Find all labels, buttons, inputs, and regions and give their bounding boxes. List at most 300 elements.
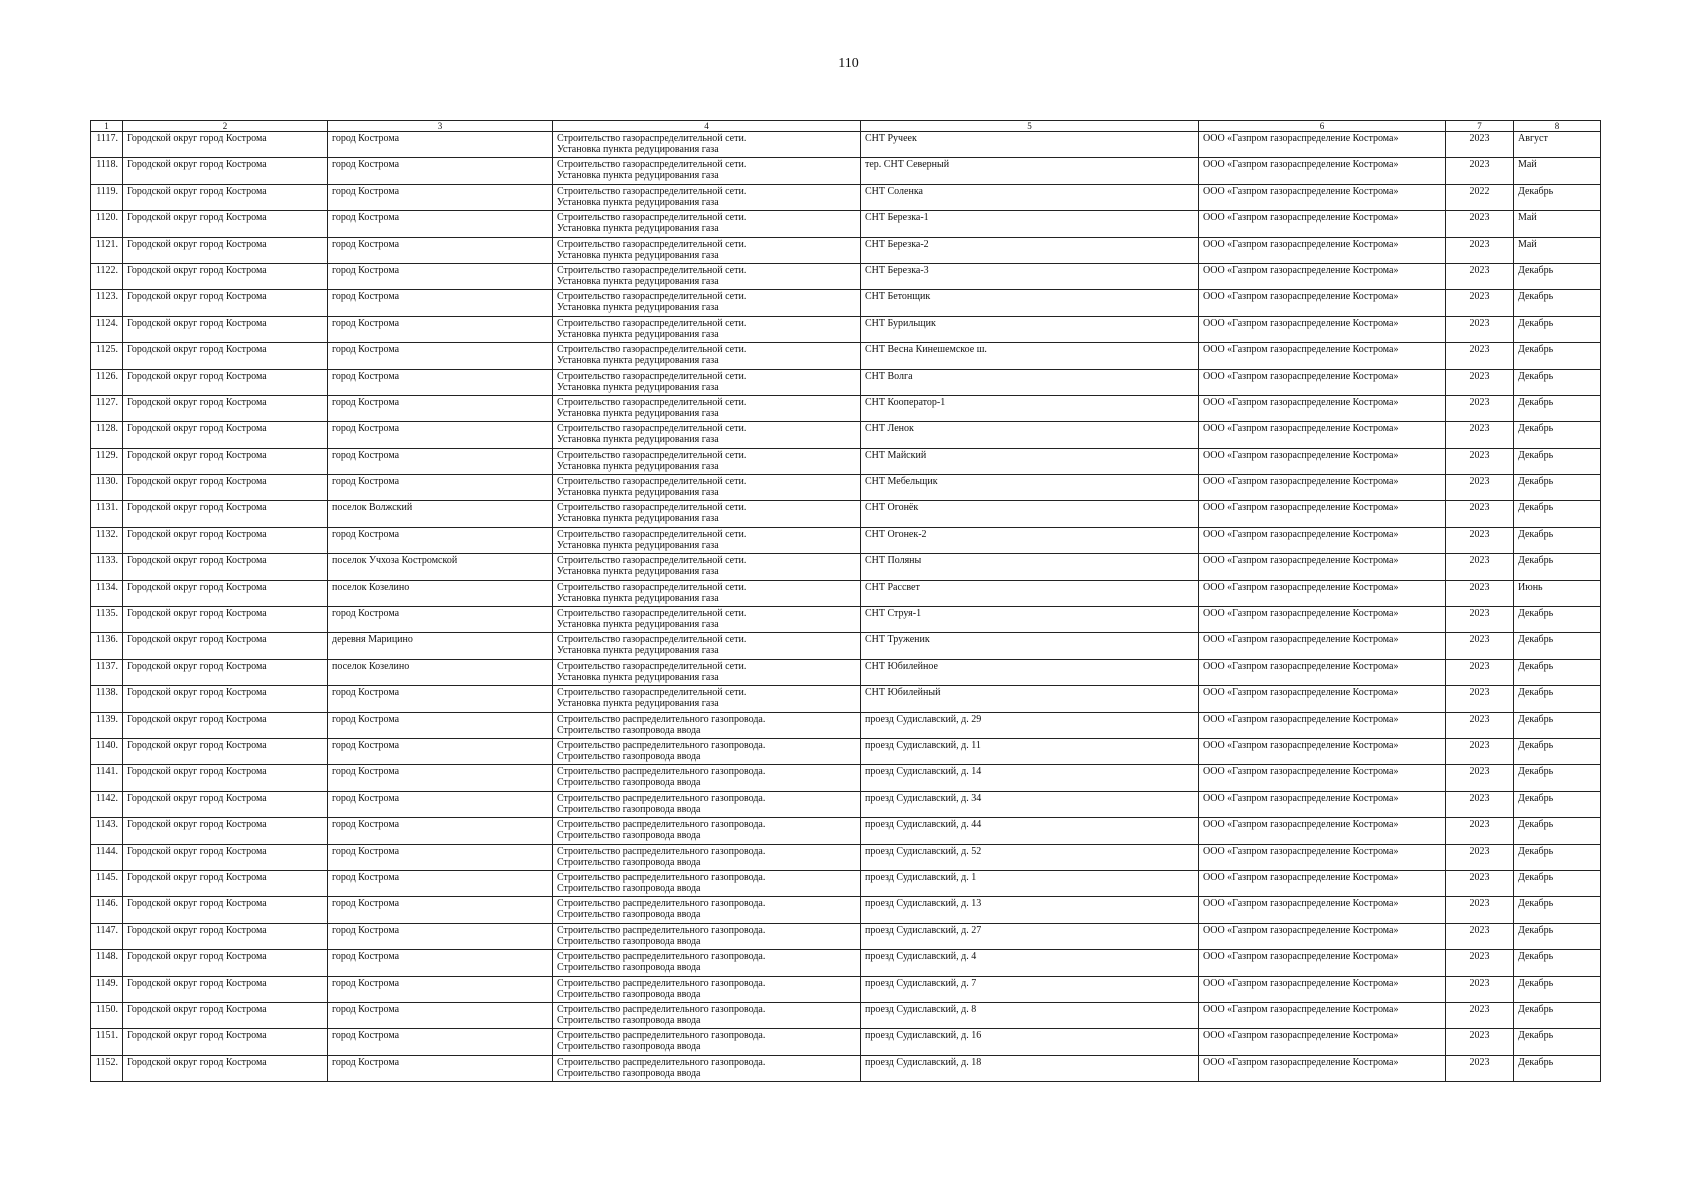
row-number-cell: 1134.	[91, 580, 123, 606]
organization-cell: ООО «Газпром газораспределение Кострома»	[1199, 158, 1446, 184]
work-type-line: Установка пункта редуцирования газа	[557, 619, 719, 631]
organization-cell: ООО «Газпром газораспределение Кострома»	[1199, 237, 1446, 263]
organization-cell: ООО «Газпром газораспределение Кострома»	[1199, 976, 1446, 1002]
object-cell: СНТ Мебельщик	[861, 475, 1199, 501]
work-type-line: Строительство распределительного газопровода.	[557, 766, 766, 778]
table-row	[91, 554, 1601, 580]
work-type-line: Строительство газораспределительной сети.	[557, 370, 747, 382]
table-row	[91, 1055, 1601, 1081]
object-cell: СНТ Юбилейный	[861, 686, 1199, 712]
settlement-cell: город Кострома	[328, 923, 553, 949]
month-cell: Декабрь	[1514, 923, 1601, 949]
settlement-cell: город Кострома	[328, 316, 553, 342]
settlement-cell: город Кострома	[328, 818, 553, 844]
object-cell: проезд Судиславский, д. 27	[861, 923, 1199, 949]
organization-cell: ООО «Газпром газораспределение Кострома»	[1199, 607, 1446, 633]
work-type-line: Установка пункта редуцирования газа	[557, 566, 719, 578]
column-header-8: 8	[1514, 121, 1601, 132]
organization-cell: ООО «Газпром газораспределение Кострома»	[1199, 184, 1446, 210]
object-cell: СНТ Березка-2	[861, 237, 1199, 263]
year-cell: 2023	[1446, 765, 1514, 791]
object-cell: СНТ Весна Кинешемское ш.	[861, 343, 1199, 369]
district-cell: Городской округ город Кострома	[123, 395, 328, 421]
settlement-cell: город Кострома	[328, 395, 553, 421]
organization-cell: ООО «Газпром газораспределение Кострома»	[1199, 923, 1446, 949]
work-type-line: Установка пункта редуцирования газа	[557, 355, 719, 367]
work-type-cell	[553, 791, 861, 817]
settlement-cell: город Кострома	[328, 343, 553, 369]
organization-cell: ООО «Газпром газораспределение Кострома»	[1199, 738, 1446, 764]
table-row	[91, 343, 1601, 369]
table-row	[91, 818, 1601, 844]
month-cell: Декабрь	[1514, 554, 1601, 580]
table-row	[91, 132, 1601, 158]
organization-cell: ООО «Газпром газораспределение Кострома»	[1199, 132, 1446, 158]
row-number-cell: 1146.	[91, 897, 123, 923]
district-cell: Городской округ город Кострома	[123, 475, 328, 501]
organization-cell: ООО «Газпром газораспределение Кострома»	[1199, 501, 1446, 527]
work-type-cell	[553, 1029, 861, 1055]
object-cell: проезд Судиславский, д. 16	[861, 1029, 1199, 1055]
work-type-cell	[553, 448, 861, 474]
table-row	[91, 475, 1601, 501]
settlement-cell: город Кострома	[328, 607, 553, 633]
work-type-line: Строительство распределительного газопровода.	[557, 819, 766, 831]
district-cell: Городской округ город Кострома	[123, 448, 328, 474]
row-number-cell: 1125.	[91, 343, 123, 369]
settlement-cell: город Кострома	[328, 897, 553, 923]
object-cell: СНТ Бурильщик	[861, 316, 1199, 342]
work-type-cell	[553, 923, 861, 949]
work-type-line: Строительство газопровода ввода	[557, 724, 701, 736]
month-cell: Декабрь	[1514, 870, 1601, 896]
work-type-line: Строительство газораспределительной сети.	[557, 528, 747, 540]
work-type-line: Установка пункта редуцирования газа	[557, 487, 719, 499]
table-row	[91, 870, 1601, 896]
table-row	[91, 659, 1601, 685]
row-number-cell: 1143.	[91, 818, 123, 844]
district-cell: Городской округ город Кострома	[123, 263, 328, 289]
work-type-line: Строительство газопровода ввода	[557, 856, 701, 868]
organization-cell: ООО «Газпром газораспределение Кострома»	[1199, 263, 1446, 289]
row-number-cell: 1144.	[91, 844, 123, 870]
year-cell: 2023	[1446, 527, 1514, 553]
work-type-line: Строительство распределительного газопровода.	[557, 1030, 766, 1042]
district-cell: Городской округ город Кострома	[123, 818, 328, 844]
settlement-cell: город Кострома	[328, 1029, 553, 1055]
district-cell: Городской округ город Кострома	[123, 132, 328, 158]
work-type-line: Установка пункта редуцирования газа	[557, 381, 719, 393]
row-number-cell: 1135.	[91, 607, 123, 633]
year-cell: 2023	[1446, 712, 1514, 738]
row-number-cell: 1139.	[91, 712, 123, 738]
work-type-cell	[553, 738, 861, 764]
row-number-cell: 1124.	[91, 316, 123, 342]
settlement-cell: город Кострома	[328, 765, 553, 791]
district-cell: Городской округ город Кострома	[123, 791, 328, 817]
work-type-line: Строительство распределительного газопровода.	[557, 898, 766, 910]
district-cell: Городской округ город Кострома	[123, 633, 328, 659]
work-type-line: Установка пункта редуцирования газа	[557, 671, 719, 683]
work-type-cell	[553, 263, 861, 289]
settlement-cell: город Кострома	[328, 237, 553, 263]
year-cell: 2023	[1446, 501, 1514, 527]
organization-cell: ООО «Газпром газораспределение Кострома»	[1199, 818, 1446, 844]
district-cell: Городской округ город Кострома	[123, 237, 328, 263]
work-type-cell	[553, 237, 861, 263]
work-type-line: Установка пункта редуцирования газа	[557, 698, 719, 710]
work-type-line: Установка пункта редуцирования газа	[557, 645, 719, 657]
object-cell: СНТ Струя-1	[861, 607, 1199, 633]
month-cell: Декабрь	[1514, 976, 1601, 1002]
row-number-cell: 1133.	[91, 554, 123, 580]
work-type-line: Строительство распределительного газопровода.	[557, 951, 766, 963]
district-cell: Городской округ город Кострома	[123, 316, 328, 342]
district-cell: Городской округ город Кострома	[123, 765, 328, 791]
year-cell: 2023	[1446, 343, 1514, 369]
year-cell: 2023	[1446, 633, 1514, 659]
table-row	[91, 501, 1601, 527]
row-number-cell: 1136.	[91, 633, 123, 659]
work-type-line: Строительство газораспределительной сети.	[557, 396, 747, 408]
district-cell: Городской округ город Кострома	[123, 343, 328, 369]
row-number-cell: 1137.	[91, 659, 123, 685]
work-type-line: Строительство газораспределительной сети.	[557, 608, 747, 620]
settlement-cell: город Кострома	[328, 738, 553, 764]
month-cell: Декабрь	[1514, 950, 1601, 976]
work-type-cell	[553, 580, 861, 606]
district-cell: Городской округ город Кострома	[123, 844, 328, 870]
work-type-line: Строительство газораспределительной сети.	[557, 185, 747, 197]
work-type-cell	[553, 870, 861, 896]
year-cell: 2023	[1446, 448, 1514, 474]
work-type-line: Установка пункта редуцирования газа	[557, 196, 719, 208]
month-cell: Декабрь	[1514, 765, 1601, 791]
table-row	[91, 923, 1601, 949]
work-type-cell	[553, 343, 861, 369]
work-type-line: Строительство газопровода ввода	[557, 777, 701, 789]
work-type-line: Строительство газопровода ввода	[557, 750, 701, 762]
year-cell: 2023	[1446, 132, 1514, 158]
table-row	[91, 1029, 1601, 1055]
month-cell: Декабрь	[1514, 712, 1601, 738]
settlement-cell: город Кострома	[328, 1002, 553, 1028]
district-cell: Городской округ город Кострома	[123, 897, 328, 923]
year-cell: 2023	[1446, 897, 1514, 923]
row-number-cell: 1132.	[91, 527, 123, 553]
object-cell: проезд Судиславский, д. 18	[861, 1055, 1199, 1081]
row-number-cell: 1128.	[91, 422, 123, 448]
year-cell: 2023	[1446, 791, 1514, 817]
row-number-cell: 1150.	[91, 1002, 123, 1028]
year-cell: 2023	[1446, 211, 1514, 237]
work-type-line: Установка пункта редуцирования газа	[557, 328, 719, 340]
table-row	[91, 950, 1601, 976]
settlement-cell: деревня Марицино	[328, 633, 553, 659]
object-cell: проезд Судиславский, д. 11	[861, 738, 1199, 764]
object-cell: СНТ Огонек-2	[861, 527, 1199, 553]
table-row	[91, 316, 1601, 342]
organization-cell: ООО «Газпром газораспределение Кострома»	[1199, 791, 1446, 817]
settlement-cell: поселок Волжский	[328, 501, 553, 527]
work-type-cell	[553, 475, 861, 501]
settlement-cell: город Кострома	[328, 712, 553, 738]
district-cell: Городской округ город Кострома	[123, 738, 328, 764]
object-cell: тер. СНТ Северный	[861, 158, 1199, 184]
table-row	[91, 184, 1601, 210]
work-type-cell	[553, 818, 861, 844]
object-cell: СНТ Волга	[861, 369, 1199, 395]
work-type-line: Строительство газопровода ввода	[557, 935, 701, 947]
organization-cell: ООО «Газпром газораспределение Кострома»	[1199, 712, 1446, 738]
work-type-line: Строительство газопровода ввода	[557, 1041, 701, 1053]
work-type-cell	[553, 633, 861, 659]
settlement-cell: город Кострома	[328, 686, 553, 712]
organization-cell: ООО «Газпром газораспределение Кострома»	[1199, 527, 1446, 553]
year-cell: 2023	[1446, 818, 1514, 844]
work-type-line: Строительство газопровода ввода	[557, 1067, 701, 1079]
work-type-cell	[553, 1002, 861, 1028]
organization-cell: ООО «Газпром газораспределение Кострома»	[1199, 395, 1446, 421]
year-cell: 2023	[1446, 395, 1514, 421]
column-header-5: 5	[861, 121, 1199, 132]
organization-cell: ООО «Газпром газораспределение Кострома»	[1199, 1002, 1446, 1028]
month-cell: Декабрь	[1514, 343, 1601, 369]
settlement-cell: город Кострома	[328, 132, 553, 158]
table-row	[91, 738, 1601, 764]
table-row	[91, 791, 1601, 817]
work-type-cell	[553, 290, 861, 316]
row-number-cell: 1126.	[91, 369, 123, 395]
organization-cell: ООО «Газпром газораспределение Кострома»	[1199, 870, 1446, 896]
work-type-line: Строительство газораспределительной сети.	[557, 291, 747, 303]
work-type-cell	[553, 316, 861, 342]
work-type-line: Строительство газораспределительной сети.	[557, 133, 747, 144]
page-number: 110	[838, 56, 859, 71]
month-cell: Декабрь	[1514, 686, 1601, 712]
district-cell: Городской округ город Кострома	[123, 501, 328, 527]
year-cell: 2023	[1446, 237, 1514, 263]
year-cell: 2023	[1446, 976, 1514, 1002]
district-cell: Городской округ город Кострома	[123, 1055, 328, 1081]
organization-cell: ООО «Газпром газораспределение Кострома»	[1199, 343, 1446, 369]
work-type-cell	[553, 607, 861, 633]
organization-cell: ООО «Газпром газораспределение Кострома»	[1199, 897, 1446, 923]
work-type-line: Строительство газораспределительной сети.	[557, 555, 747, 567]
district-cell: Городской округ город Кострома	[123, 290, 328, 316]
row-number-cell: 1142.	[91, 791, 123, 817]
work-type-line: Строительство газораспределительной сети.	[557, 238, 747, 250]
table-row	[91, 607, 1601, 633]
work-type-line: Строительство газораспределительной сети.	[557, 212, 747, 224]
object-cell: проезд Судиславский, д. 4	[861, 950, 1199, 976]
row-number-cell: 1151.	[91, 1029, 123, 1055]
object-cell: проезд Судиславский, д. 8	[861, 1002, 1199, 1028]
table-row	[91, 422, 1601, 448]
settlement-cell: поселок Козелино	[328, 580, 553, 606]
column-header-1: 1	[91, 121, 123, 132]
work-type-line: Строительство распределительного газопровода.	[557, 871, 766, 883]
work-type-cell	[553, 950, 861, 976]
district-cell: Городской округ город Кострома	[123, 659, 328, 685]
work-type-cell	[553, 659, 861, 685]
row-number-cell: 1152.	[91, 1055, 123, 1081]
organization-cell: ООО «Газпром газораспределение Кострома»	[1199, 448, 1446, 474]
settlement-cell: город Кострома	[328, 158, 553, 184]
year-cell: 2023	[1446, 923, 1514, 949]
work-type-line: Строительство газораспределительной сети.	[557, 449, 747, 461]
district-cell: Городской округ город Кострома	[123, 976, 328, 1002]
work-type-line: Установка пункта редуцирования газа	[557, 144, 719, 155]
work-type-cell	[553, 686, 861, 712]
district-cell: Городской округ город Кострома	[123, 369, 328, 395]
work-type-cell	[553, 158, 861, 184]
work-type-line: Строительство распределительного газопровода.	[557, 1003, 766, 1015]
work-type-line: Установка пункта редуцирования газа	[557, 460, 719, 472]
row-number-cell: 1147.	[91, 923, 123, 949]
work-type-cell	[553, 184, 861, 210]
year-cell: 2023	[1446, 158, 1514, 184]
month-cell: Декабрь	[1514, 1002, 1601, 1028]
organization-cell: ООО «Газпром газораспределение Кострома»	[1199, 1055, 1446, 1081]
row-number-cell: 1148.	[91, 950, 123, 976]
year-cell: 2023	[1446, 554, 1514, 580]
year-cell: 2023	[1446, 290, 1514, 316]
year-cell: 2023	[1446, 1002, 1514, 1028]
year-cell: 2023	[1446, 870, 1514, 896]
month-cell: Август	[1514, 132, 1601, 158]
work-type-cell	[553, 395, 861, 421]
work-type-cell	[553, 422, 861, 448]
district-cell: Городской округ город Кострома	[123, 580, 328, 606]
row-number-cell: 1141.	[91, 765, 123, 791]
district-cell: Городской округ город Кострома	[123, 1029, 328, 1055]
district-cell: Городской округ город Кострома	[123, 184, 328, 210]
work-type-cell	[553, 712, 861, 738]
object-cell: СНТ Майский	[861, 448, 1199, 474]
month-cell: Декабрь	[1514, 1055, 1601, 1081]
work-type-line: Установка пункта редуцирования газа	[557, 275, 719, 287]
organization-cell: ООО «Газпром газораспределение Кострома»	[1199, 580, 1446, 606]
object-cell: СНТ Бетонщик	[861, 290, 1199, 316]
settlement-cell: город Кострома	[328, 263, 553, 289]
work-type-cell	[553, 844, 861, 870]
row-number-cell: 1122.	[91, 263, 123, 289]
work-type-line: Установка пункта редуцирования газа	[557, 407, 719, 419]
district-cell: Городской округ город Кострома	[123, 1002, 328, 1028]
work-type-cell	[553, 1055, 861, 1081]
row-number-cell: 1119.	[91, 184, 123, 210]
table-row	[91, 765, 1601, 791]
year-cell: 2023	[1446, 686, 1514, 712]
object-cell: проезд Судиславский, д. 52	[861, 844, 1199, 870]
work-type-cell	[553, 211, 861, 237]
row-number-cell: 1129.	[91, 448, 123, 474]
work-type-line: Установка пункта редуцирования газа	[557, 170, 719, 182]
district-cell: Городской округ город Кострома	[123, 950, 328, 976]
row-number-cell: 1140.	[91, 738, 123, 764]
organization-cell: ООО «Газпром газораспределение Кострома»	[1199, 316, 1446, 342]
month-cell: Декабрь	[1514, 527, 1601, 553]
month-cell: Май	[1514, 211, 1601, 237]
year-cell: 2023	[1446, 580, 1514, 606]
month-cell: Май	[1514, 237, 1601, 263]
object-cell: проезд Судиславский, д. 44	[861, 818, 1199, 844]
month-cell: Декабрь	[1514, 184, 1601, 210]
row-number-cell: 1145.	[91, 870, 123, 896]
organization-cell: ООО «Газпром газораспределение Кострома»	[1199, 686, 1446, 712]
organization-cell: ООО «Газпром газораспределение Кострома»	[1199, 844, 1446, 870]
table-row	[91, 633, 1601, 659]
work-type-cell	[553, 897, 861, 923]
work-type-cell	[553, 976, 861, 1002]
year-cell: 2023	[1446, 316, 1514, 342]
month-cell: Декабрь	[1514, 1029, 1601, 1055]
work-type-line: Строительство распределительного газопровода.	[557, 739, 766, 751]
row-number-cell: 1117.	[91, 132, 123, 158]
object-cell: проезд Судиславский, д. 7	[861, 976, 1199, 1002]
district-cell: Городской округ город Кострома	[123, 686, 328, 712]
settlement-cell: город Кострома	[328, 844, 553, 870]
work-type-line: Строительство газораспределительной сети.	[557, 660, 747, 672]
settlement-cell: город Кострома	[328, 369, 553, 395]
object-cell: СНТ Юбилейное	[861, 659, 1199, 685]
work-type-line: Строительство газораспределительной сети.	[557, 159, 747, 171]
work-type-line: Строительство газораспределительной сети.	[557, 502, 747, 514]
settlement-cell: город Кострома	[328, 422, 553, 448]
year-cell: 2023	[1446, 369, 1514, 395]
work-type-line: Строительство газопровода ввода	[557, 803, 701, 815]
work-type-line: Строительство газопровода ввода	[557, 830, 701, 842]
row-number-cell: 1123.	[91, 290, 123, 316]
object-cell: СНТ Ленок	[861, 422, 1199, 448]
object-cell: проезд Судиславский, д. 1	[861, 870, 1199, 896]
settlement-cell: поселок Козелино	[328, 659, 553, 685]
work-type-cell	[553, 554, 861, 580]
year-cell: 2023	[1446, 1029, 1514, 1055]
work-type-line: Установка пункта редуцирования газа	[557, 223, 719, 235]
table-row	[91, 1002, 1601, 1028]
work-type-line: Установка пункта редуцирования газа	[557, 539, 719, 551]
work-type-line: Строительство газопровода ввода	[557, 909, 701, 921]
month-cell: Декабрь	[1514, 818, 1601, 844]
month-cell: Декабрь	[1514, 738, 1601, 764]
settlement-cell: город Кострома	[328, 448, 553, 474]
table-row	[91, 369, 1601, 395]
settlement-cell: город Кострома	[328, 290, 553, 316]
district-cell: Городской округ город Кострома	[123, 712, 328, 738]
organization-cell: ООО «Газпром газораспределение Кострома»	[1199, 290, 1446, 316]
month-cell: Декабрь	[1514, 422, 1601, 448]
object-cell: СНТ Соленка	[861, 184, 1199, 210]
row-number-cell: 1130.	[91, 475, 123, 501]
year-cell: 2023	[1446, 263, 1514, 289]
settlement-cell: город Кострома	[328, 527, 553, 553]
work-type-line: Строительство газопровода ввода	[557, 1014, 701, 1026]
district-cell: Городской округ город Кострома	[123, 527, 328, 553]
object-cell: СНТ Березка-1	[861, 211, 1199, 237]
work-type-line: Строительство распределительного газопровода.	[557, 1056, 766, 1068]
month-cell: Декабрь	[1514, 897, 1601, 923]
table-row	[91, 976, 1601, 1002]
settlement-cell: город Кострома	[328, 211, 553, 237]
gasification-table	[90, 120, 1601, 1082]
work-type-line: Установка пункта редуцирования газа	[557, 249, 719, 261]
month-cell: Декабрь	[1514, 316, 1601, 342]
work-type-cell	[553, 527, 861, 553]
row-number-cell: 1121.	[91, 237, 123, 263]
settlement-cell: город Кострома	[328, 950, 553, 976]
